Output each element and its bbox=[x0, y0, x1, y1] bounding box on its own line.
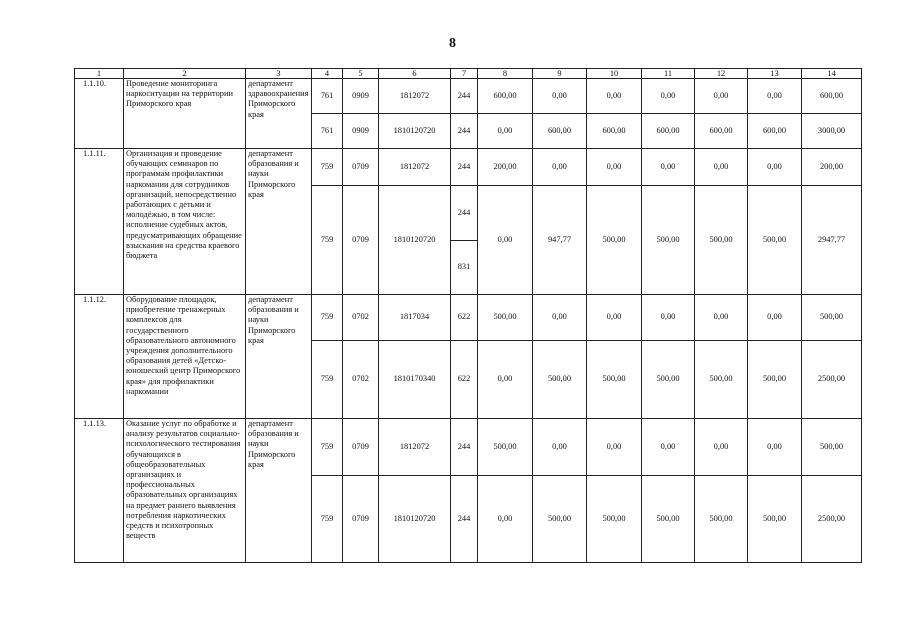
item-number: 1.1.12. bbox=[75, 295, 124, 419]
amount-cell: 0,00 bbox=[642, 79, 695, 114]
amount-cell: 200,00 bbox=[802, 149, 862, 186]
amount-cell: 0,00 bbox=[748, 419, 802, 476]
amount-cell: 500,00 bbox=[695, 341, 748, 419]
amount-cell: 600,00 bbox=[533, 114, 587, 149]
amount-cell: 600,00 bbox=[587, 114, 642, 149]
amount-cell: 0,00 bbox=[587, 79, 642, 114]
col-number-12: 12 bbox=[695, 69, 748, 79]
item-name: Оказание услуг по обработке и анализу результатов социально-психологического тестирования обучающихся в общеобразовательных организациях и профессиональных образовательных организациях на предмет раннего выявления потребления наркотических средств и психотропных веществ bbox=[124, 419, 246, 563]
section-code-cell: 0909 bbox=[343, 79, 379, 114]
ministry-code-cell: 759 bbox=[312, 295, 343, 341]
amount-cell: 500,00 bbox=[748, 341, 802, 419]
col-number-9: 9 bbox=[533, 69, 587, 79]
col-number-8: 8 bbox=[478, 69, 533, 79]
amount-cell: 0,00 bbox=[642, 149, 695, 186]
item-name: Организация и проведение обучающих семинаров по программам профилактики наркомании для сотрудников организаций, непосредственно работающих с детьми и молодёжью, в том числе: исполнение судебных актов, предусматривающих обращение взыскания на средства краевого бюджета bbox=[124, 149, 246, 295]
ministry-code-cell: 759 bbox=[312, 341, 343, 419]
target-article-cell: 1810120720 bbox=[379, 114, 451, 149]
item-executor: департамент образования и науки Приморского края bbox=[246, 149, 312, 295]
amount-cell: 0,00 bbox=[533, 149, 587, 186]
col-number-5: 5 bbox=[343, 69, 379, 79]
amount-cell: 500,00 bbox=[478, 419, 533, 476]
target-article-cell: 1812072 bbox=[379, 419, 451, 476]
expense-type-cell: 244 bbox=[451, 114, 478, 149]
item-name: Проведение мониторинга наркоситуации на территории Приморского края bbox=[124, 79, 246, 149]
amount-cell: 500,00 bbox=[695, 186, 748, 295]
amount-cell: 600,00 bbox=[802, 79, 862, 114]
amount-cell: 500,00 bbox=[478, 295, 533, 341]
amount-cell: 0,00 bbox=[695, 295, 748, 341]
section-code-cell: 0909 bbox=[343, 114, 379, 149]
target-article-cell: 1810120720 bbox=[379, 186, 451, 295]
amount-cell: 2500,00 bbox=[802, 341, 862, 419]
col-number-4: 4 bbox=[312, 69, 343, 79]
table-row bbox=[75, 79, 862, 114]
amount-cell: 947,77 bbox=[533, 186, 587, 295]
section-code-cell: 0702 bbox=[343, 341, 379, 419]
item-number: 1.1.11. bbox=[75, 149, 124, 295]
amount-cell: 0,00 bbox=[478, 476, 533, 563]
item-executor: департамент здравоохранения Приморского края bbox=[246, 79, 312, 149]
ministry-code-cell: 759 bbox=[312, 476, 343, 563]
amount-cell: 500,00 bbox=[695, 476, 748, 563]
item-number: 1.1.10. bbox=[75, 79, 124, 149]
table-row bbox=[75, 295, 862, 341]
section-code-cell: 0709 bbox=[343, 419, 379, 476]
page-number: 8 bbox=[449, 36, 456, 51]
amount-cell: 600,00 bbox=[695, 114, 748, 149]
amount-cell: 0,00 bbox=[642, 419, 695, 476]
amount-cell: 500,00 bbox=[587, 341, 642, 419]
target-article-cell: 1810170340 bbox=[379, 341, 451, 419]
target-article-cell: 1812072 bbox=[379, 149, 451, 186]
column-number-row bbox=[75, 69, 862, 79]
amount-cell: 0,00 bbox=[695, 149, 748, 186]
expense-type-cell: 244 bbox=[451, 419, 478, 476]
amount-cell: 500,00 bbox=[642, 186, 695, 295]
item-number: 1.1.13. bbox=[75, 419, 124, 563]
table-row bbox=[75, 419, 862, 476]
amount-cell: 0,00 bbox=[587, 149, 642, 186]
amount-cell: 0,00 bbox=[533, 295, 587, 341]
item-executor: департамент образования и науки Приморского края bbox=[246, 295, 312, 419]
amount-cell: 0,00 bbox=[748, 79, 802, 114]
amount-cell: 500,00 bbox=[802, 419, 862, 476]
amount-cell: 0,00 bbox=[695, 419, 748, 476]
amount-cell: 500,00 bbox=[748, 186, 802, 295]
table-row bbox=[75, 149, 862, 186]
amount-cell: 2947,77 bbox=[802, 186, 862, 295]
col-number-7: 7 bbox=[451, 69, 478, 79]
target-article-cell: 1810120720 bbox=[379, 476, 451, 563]
amount-cell: 200,00 bbox=[478, 149, 533, 186]
amount-cell: 500,00 bbox=[802, 295, 862, 341]
col-number-11: 11 bbox=[642, 69, 695, 79]
amount-cell: 500,00 bbox=[587, 186, 642, 295]
amount-cell: 500,00 bbox=[642, 341, 695, 419]
budget-table bbox=[74, 68, 862, 563]
target-article-cell: 1812072 bbox=[379, 79, 451, 114]
expense-type-cell: 831 bbox=[451, 241, 478, 295]
ministry-code-cell: 761 bbox=[312, 114, 343, 149]
amount-cell: 0,00 bbox=[642, 295, 695, 341]
amount-cell: 0,00 bbox=[478, 186, 533, 295]
ministry-code-cell: 759 bbox=[312, 149, 343, 186]
amount-cell: 500,00 bbox=[587, 476, 642, 563]
ministry-code-cell: 761 bbox=[312, 79, 343, 114]
amount-cell: 0,00 bbox=[533, 419, 587, 476]
col-number-2: 2 bbox=[124, 69, 246, 79]
section-code-cell: 0702 bbox=[343, 295, 379, 341]
amount-cell: 0,00 bbox=[748, 149, 802, 186]
amount-cell: 2500,00 bbox=[802, 476, 862, 563]
section-code-cell: 0709 bbox=[343, 149, 379, 186]
expense-type-cell: 244 bbox=[451, 476, 478, 563]
expense-type-cell: 622 bbox=[451, 341, 478, 419]
col-number-6: 6 bbox=[379, 69, 451, 79]
item-executor: департамент образования и науки Приморского края bbox=[246, 419, 312, 563]
ministry-code-cell: 759 bbox=[312, 419, 343, 476]
amount-cell: 500,00 bbox=[748, 476, 802, 563]
item-name: Оборудование площадок, приобретение тренажерных комплексов для государственного образовательного автономного учреждения дополнительного образования детей «Детско-юношеский центр Приморского края» для профилактики наркомании bbox=[124, 295, 246, 419]
amount-cell: 600,00 bbox=[642, 114, 695, 149]
ministry-code-cell: 759 bbox=[312, 186, 343, 295]
expense-type-cell: 244 bbox=[451, 186, 478, 241]
amount-cell: 500,00 bbox=[533, 341, 587, 419]
col-number-13: 13 bbox=[748, 69, 802, 79]
section-code-cell: 0709 bbox=[343, 186, 379, 295]
amount-cell: 500,00 bbox=[642, 476, 695, 563]
col-number-10: 10 bbox=[587, 69, 642, 79]
amount-cell: 0,00 bbox=[533, 79, 587, 114]
amount-cell: 0,00 bbox=[695, 79, 748, 114]
col-number-3: 3 bbox=[246, 69, 312, 79]
col-number-14: 14 bbox=[802, 69, 862, 79]
target-article-cell: 1817034 bbox=[379, 295, 451, 341]
section-code-cell: 0709 bbox=[343, 476, 379, 563]
amount-cell: 0,00 bbox=[587, 295, 642, 341]
expense-type-cell: 622 bbox=[451, 295, 478, 341]
amount-cell: 600,00 bbox=[478, 79, 533, 114]
expense-type-cell: 244 bbox=[451, 79, 478, 114]
amount-cell: 0,00 bbox=[587, 419, 642, 476]
amount-cell: 500,00 bbox=[533, 476, 587, 563]
col-number-1: 1 bbox=[75, 69, 124, 79]
amount-cell: 0,00 bbox=[478, 341, 533, 419]
amount-cell: 0,00 bbox=[478, 114, 533, 149]
amount-cell: 0,00 bbox=[748, 295, 802, 341]
amount-cell: 600,00 bbox=[748, 114, 802, 149]
expense-type-cell: 244 bbox=[451, 149, 478, 186]
amount-cell: 3000,00 bbox=[802, 114, 862, 149]
